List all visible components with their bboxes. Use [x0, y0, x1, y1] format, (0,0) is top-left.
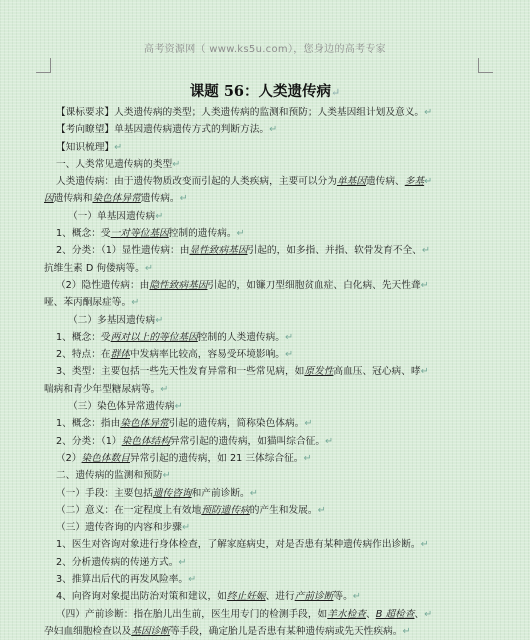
text-run: 1、概念：受: [56, 331, 111, 343]
paragraph-mark-icon: ↵: [303, 452, 312, 464]
text-run: 人类遗传病：由于遗传物质改变而引起的人类疾病，主要可以分为: [56, 176, 337, 188]
text-run: （一）手段：主要包括: [56, 487, 153, 499]
text-line: [44, 536, 484, 553]
text-line: [44, 623, 484, 640]
text-run: 、: [366, 608, 376, 620]
text-run: 4、向咨询对象提出防治对策和建议，如: [56, 591, 227, 603]
text-line: [44, 415, 484, 432]
text-line: [44, 242, 484, 259]
paragraph-mark-icon: ↵: [317, 504, 326, 516]
paragraph-mark-icon: ↵: [155, 314, 164, 326]
paragraph-mark-icon: ↵: [179, 193, 188, 205]
underlined-blank: 染色体异常: [92, 193, 141, 205]
text-line: [44, 225, 484, 242]
text-run: 2、特点：在: [56, 349, 111, 361]
text-line: [44, 571, 484, 588]
text-run: 等。: [333, 591, 353, 603]
paragraph-mark-icon: ↵: [172, 158, 181, 170]
paragraph-mark-icon: ↵: [420, 279, 429, 291]
text-run: 控制的遗传病。: [168, 228, 237, 240]
paragraph-mark-icon: ↵: [269, 124, 278, 136]
underlined-blank: 基因诊断: [131, 625, 170, 637]
text-run: 和产前诊断。: [191, 487, 250, 499]
text-line: [44, 467, 484, 484]
text-run: 等手段，确定胎儿是否患有某种遗传病或先天性疾病。: [169, 625, 403, 637]
text-line: [44, 450, 484, 467]
page-corner-mark: [36, 58, 51, 73]
text-line: [44, 294, 484, 311]
underlined-blank: 染色体结构: [121, 435, 171, 447]
paragraph-mark-icon: ↵: [162, 470, 171, 482]
text-run: 抗维生素 D 佝偻病等。: [44, 262, 145, 274]
text-run: 【考向瞭望】单基因遗传病遗传方式的判断方法。: [56, 124, 270, 136]
text-line: [44, 502, 484, 519]
text-run: 的产生和发展。: [249, 504, 318, 516]
paragraph-mark-icon: ↵: [424, 176, 433, 188]
paragraph-mark-icon: ↵: [155, 210, 164, 222]
text-run: 异常引起的遗传病，如 21 三体综合征。: [129, 452, 304, 464]
text-run: （一）单基因遗传病: [68, 210, 156, 222]
underlined-blank: 隐性致病基因: [149, 279, 208, 291]
text-line: [44, 104, 484, 121]
text-run: 1、概念：受: [56, 228, 111, 240]
text-line: [44, 190, 484, 207]
text-run: 孕妇血细胞检查以及: [44, 625, 132, 637]
page-corner-mark: [478, 58, 493, 73]
paragraph-mark-icon: ↵: [420, 539, 429, 551]
document-title: [0, 80, 530, 101]
text-run: 引起的，如多指、并指、软骨发育不全、: [247, 245, 422, 257]
paragraph-mark-icon: ↵: [304, 418, 313, 430]
underlined-blank: 多基: [404, 176, 425, 188]
text-run: 二、遗传病的监测和预防: [56, 470, 163, 482]
underlined-blank: 终止妊娠: [226, 591, 266, 603]
underlined-blank: 群体: [110, 349, 130, 361]
underlined-blank: 染色体数目: [81, 452, 130, 464]
text-line: [44, 588, 484, 605]
text-line: [44, 398, 484, 415]
text-run: 3、类型：主要包括一些先天性发育异常和一些常见病，如: [56, 366, 305, 378]
underlined-blank: 原发性: [304, 366, 334, 378]
paragraph-mark-icon: ↵: [144, 262, 153, 274]
paragraph-mark-icon: ↵: [249, 487, 258, 499]
text-run: （2）隐性遗传病：由: [56, 279, 150, 291]
text-run: （三）遗传咨询的内容和步骤: [56, 522, 182, 534]
text-run: （二）意义：在一定程度上有效地: [56, 504, 202, 516]
text-run: （二）多基因遗传病: [68, 314, 156, 326]
text-run: 、进行: [265, 591, 295, 603]
text-run: 遗传病。: [140, 193, 180, 205]
text-line: [44, 173, 484, 190]
paragraph-mark-icon: ↵: [178, 556, 187, 568]
text-line: [44, 260, 484, 277]
underlined-blank: 遗传咨询: [152, 487, 192, 499]
text-run: 【知识梳理】: [56, 141, 115, 153]
underlined-blank: 产前诊断: [294, 591, 334, 603]
text-run: （四）产前诊断：指在胎儿出生前，医生用专门的检测手段，如: [56, 608, 328, 620]
underlined-blank: B 超检查: [375, 608, 415, 620]
underlined-blank: 一对等位基因: [110, 228, 169, 240]
text-line: [44, 485, 484, 502]
text-line: [44, 156, 484, 173]
text-run: 高血压、冠心病、哮: [333, 366, 421, 378]
paragraph-mark-icon: ↵: [236, 228, 245, 240]
text-run: 遗传病和: [53, 193, 93, 205]
paragraph-mark-icon: ↵: [160, 383, 169, 395]
page-header: 高考资源网（ www.ks5u.com），您身边的高考专家: [144, 44, 386, 55]
text-run: （三）染色体异常遗传病: [68, 401, 175, 413]
text-line: [44, 139, 484, 156]
underlined-blank: 显性致病基因: [189, 245, 248, 257]
text-run: 、: [414, 608, 425, 620]
text-line: [44, 433, 484, 450]
underlined-blank: 两对以上的等位基因: [110, 331, 198, 343]
text-line: [44, 277, 484, 294]
text-line: [44, 519, 484, 536]
text-line: [44, 208, 484, 225]
text-run: 1、医生对咨询对象进行身体检查，了解家庭病史，对是否患有某种遗传病作出诊断。: [56, 539, 421, 551]
text-run: 引起的，如镰刀型细胞贫血症、白化病、先天性聋: [207, 279, 421, 291]
paragraph-mark-icon: ↵: [352, 591, 361, 603]
text-run: 3、推算出后代的再发风险率。: [56, 574, 189, 586]
text-run: 2、分析遗传病的传递方式。: [56, 556, 179, 568]
document-body: [44, 104, 484, 640]
text-line: [44, 329, 484, 346]
text-run: 2、分类：（1）显性遗传病：由: [56, 245, 190, 257]
text-run: 一、人类常见遗传病的类型: [56, 158, 173, 170]
text-run: 2、分类：（1）: [56, 435, 122, 447]
paragraph-mark-icon: ↵: [420, 366, 429, 378]
paragraph-mark-icon: ↵: [284, 331, 294, 343]
text-line: [44, 363, 484, 380]
text-run: 哑、苯丙酮尿症等。: [44, 297, 132, 309]
text-line: [44, 554, 484, 571]
text-run: 1、概念：指由: [56, 418, 121, 430]
text-run: 中发病率比较高，容易受环境影响。: [129, 349, 285, 361]
underlined-blank: 因: [44, 193, 54, 205]
text-line: [44, 121, 484, 138]
paragraph-mark-icon: ↵: [421, 245, 431, 257]
text-run: 喘病和青少年型糖尿病等。: [44, 383, 161, 395]
underlined-blank: 染色体异常: [120, 418, 169, 430]
title-text: 课题 56：人类遗传病: [189, 83, 331, 100]
paragraph-mark-icon: ↵: [114, 141, 123, 153]
underlined-blank: 羊水检查: [327, 608, 366, 620]
text-run: （2）: [56, 452, 82, 464]
text-line: [44, 346, 484, 363]
paragraph-mark-icon: ↵: [188, 574, 197, 586]
paragraph-mark-icon: ↵: [174, 401, 183, 413]
text-run: 遗传病、: [366, 176, 405, 188]
paragraph-mark-icon: ↵: [331, 86, 341, 99]
text-run: 引起的遗传病，简称染色体病。: [168, 418, 305, 430]
paragraph-mark-icon: ↵: [402, 625, 411, 637]
text-run: 【课标要求】人类遗传病的类型；人类遗传病的监测和预防；人类基因组计划及意义。: [56, 107, 425, 118]
paragraph-mark-icon: ↵: [424, 107, 433, 118]
paragraph-mark-icon: ↵: [424, 608, 433, 620]
paragraph-mark-icon: ↵: [325, 435, 334, 447]
paragraph-mark-icon: ↵: [284, 349, 294, 361]
text-run: 异常引起的遗传病，如猫叫综合征。: [170, 435, 326, 447]
text-line: [44, 381, 484, 398]
underlined-blank: 预防遗传病: [201, 504, 250, 516]
text-run: 控制的人类遗传病。: [197, 331, 285, 343]
text-line: [44, 606, 484, 623]
text-line: [44, 312, 484, 329]
underlined-blank: 单基因: [336, 176, 366, 188]
paragraph-mark-icon: ↵: [131, 297, 140, 309]
paragraph-mark-icon: ↵: [181, 522, 191, 534]
